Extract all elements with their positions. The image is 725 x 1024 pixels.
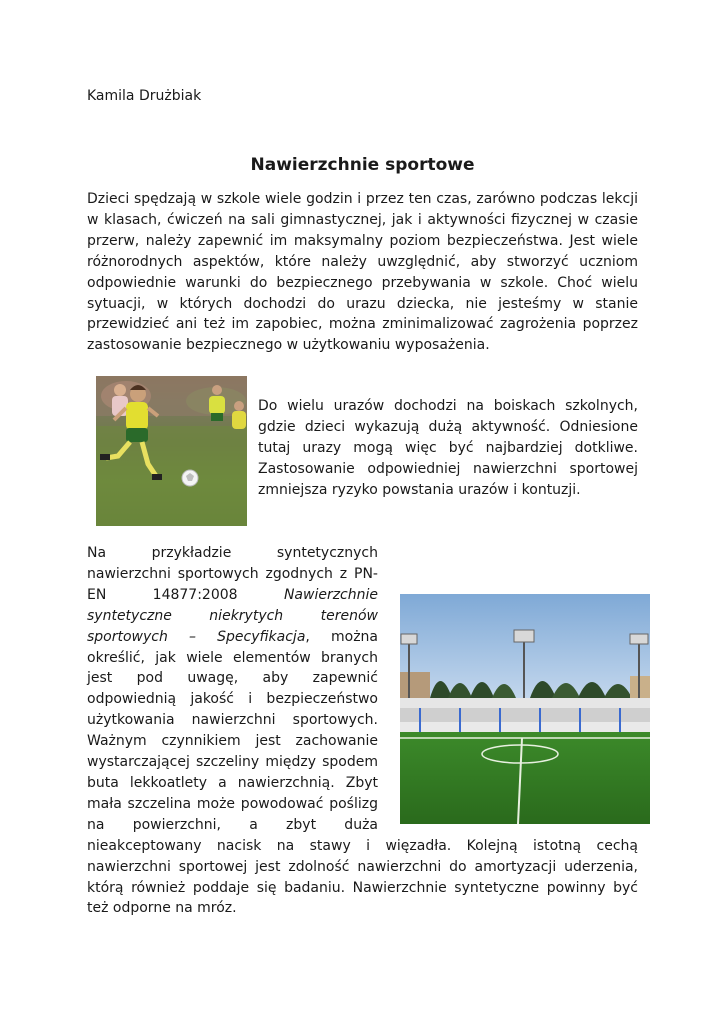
paragraph-standard-part1: Na przykładzie syntetycznych nawierzchni sportowych zgodnych z PN-EN 14877:2008: [87, 545, 378, 603]
stadium-pitch-photo: [400, 594, 650, 824]
children-football-photo: [96, 376, 247, 526]
author-name: Kamila Drużbiak: [87, 88, 202, 104]
paragraph-standard-part2: , można określić, jak wiele elementów branych jest pod uwagę, aby zapewnić odpowiednią jakość i bezpieczeństwo użytkowania nawierzchni sportowych. Ważnym czynnikiem jest zachowanie wystarczającej szczeliny między spodem buta lekkoatlety a nawierzchnią. Zbyt mała szczelina może powodować poślizg na powierzchni, a zbyt duża nieakceptowany nacisk na stawy i więzadła. Kolejną istotną cechą nawierzchni sportowej jest zdolność nawierzchni do amortyzacji uderzenia, którą również poddaje się badaniu. Nawierzchnie syntetyczne powinny być też odporne na mróz.: [87, 628, 638, 917]
standard-title: Nawierzchnie syntetyczne niekrytych terenów sportowych – Specyfikacja: [87, 586, 378, 645]
paragraph-intro: Dzieci spędzają w szkole wiele godzin i przez ten czas, zarówno podczas lekcji w klasach, ćwiczeń na sali gimnastycznej, jak i aktywności fizycznej w czasie przerw, należy zapewnić im maksymalny poziom bezpieczeństwa. Jest wiele różnorodnych aspektów, które należy uwzględnić, aby stworzyć uczniom odpowiednie warunki do bezpiecznego przebywania w szkole. Choć wielu sytuacji, w których dochodzi do urazu dziecka, nie jesteśmy w stanie przewidzieć ani też im zapobiec, można zminimalizować zagrożenia poprzez zastosowanie bezpiecznego w użytkowaniu wyposażenia.: [87, 191, 638, 354]
paragraph-playgrounds: Do wielu urazów dochodzi na boiskach szkolnych, gdzie dzieci wykazują dużą aktywność. Odniesione tutaj urazy mogą więc być najbardziej dotkliwe. Zastosowanie odpowiedniej nawierzchni sportowej zmniejsza ryzyko powstania urazów i kontuzji.: [258, 398, 638, 498]
document-title: Nawierzchnie sportowe: [250, 155, 475, 175]
